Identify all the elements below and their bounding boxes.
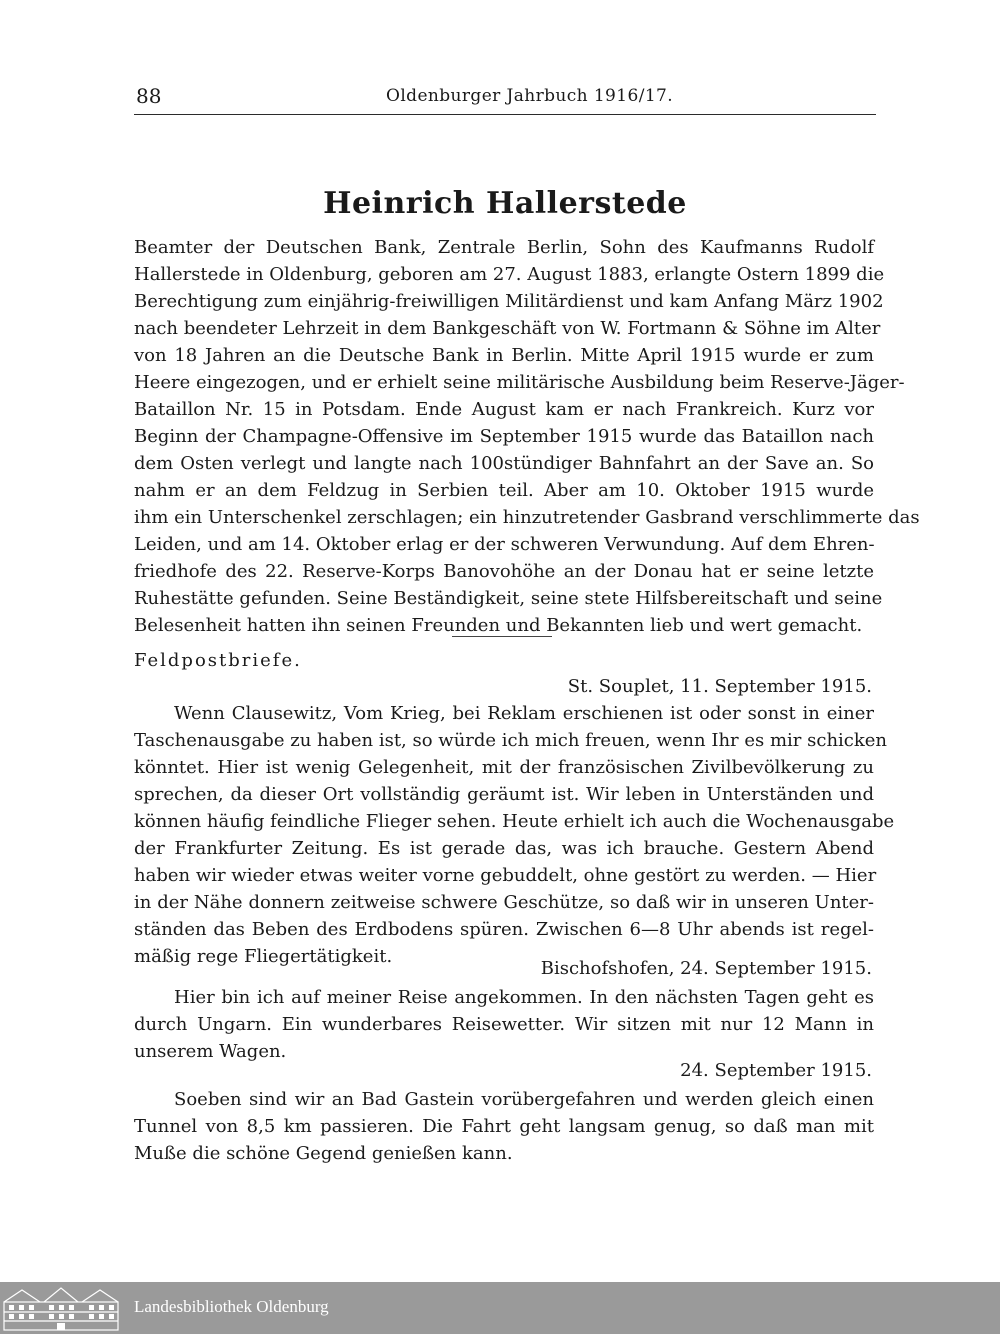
header-rule bbox=[134, 114, 876, 115]
footer-bar bbox=[0, 1282, 1000, 1334]
text-line: mäßig rege Fliegertätigkeit. bbox=[134, 946, 393, 967]
text-line: Berechtigung zum einjährig-freiwilligen Militärdienst und kam Anfang März 1902 bbox=[134, 291, 884, 312]
page-number: 88 bbox=[136, 84, 162, 108]
letter-dateline: 24. September 1915. bbox=[680, 1060, 872, 1081]
letter-dateline: Bischofshofen, 24. September 1915. bbox=[540, 958, 872, 979]
text-line: Taschenausgabe zu haben ist, so würde ich mich freuen, wenn Ihr es mir schicken bbox=[134, 730, 888, 751]
text-line: haben wir wieder etwas weiter vorne gebuddelt, ohne gestört zu werden. — Hier bbox=[134, 865, 877, 886]
text-line: ihm ein Unterschenkel zerschlagen; ein hinzutretender Gasbrand verschlimmerte das bbox=[134, 507, 920, 528]
text-line: Soeben sind wir an Bad Gastein vorübergefahren und werden gleich einen bbox=[174, 1089, 874, 1110]
text-line: unserem Wagen. bbox=[134, 1041, 287, 1062]
text-line: könntet. Hier ist wenig Gelegenheit, mit der französischen Zivilbevölkerung zu bbox=[134, 757, 874, 778]
text-line: Tunnel von 8,5 km passieren. Die Fahrt geht langsam genug, so daß man mit bbox=[134, 1116, 874, 1137]
library-building-icon bbox=[0, 1284, 122, 1332]
text-line: Beamter der Deutschen Bank, Zentrale Berlin, Sohn des Kaufmanns Rudolf bbox=[134, 237, 874, 258]
text-line: sprechen, da dieser Ort vollständig geräumt ist. Wir leben in Unterständen und bbox=[134, 784, 874, 805]
running-head bbox=[134, 84, 876, 112]
section-separator bbox=[452, 636, 552, 637]
section-heading: Feldpostbriefe. bbox=[134, 650, 302, 671]
text-line: Bataillon Nr. 15 in Potsdam. Ende August kam er nach Frankreich. Kurz vor bbox=[134, 399, 874, 420]
letter-body bbox=[134, 984, 874, 1065]
text-line: friedhofe des 22. Reserve-Korps Banovohöhe an der Donau hat er seine letzte bbox=[134, 561, 874, 582]
text-line: Ruhestätte gefunden. Seine Beständigkeit, seine stete Hilfsbereitschaft und seine bbox=[134, 588, 883, 609]
text-line: Hallerstede in Oldenburg, geboren am 27. August 1883, erlangte Ostern 1899 die bbox=[134, 264, 885, 285]
letter-body bbox=[134, 700, 895, 970]
text-line: ständen das Beben des Erdbodens spüren. Zwischen 6—8 Uhr abends ist regel- bbox=[134, 919, 874, 940]
article-title: Heinrich Hallerstede bbox=[323, 186, 687, 221]
text-line: Wenn Clausewitz, Vom Krieg, bei Reklam erschienen ist oder sonst in einer bbox=[174, 703, 874, 724]
text-line: können häufig feindliche Flieger sehen. Heute erhielt ich auch die Wochenausgabe bbox=[134, 811, 895, 832]
biography-paragraph bbox=[134, 234, 920, 639]
text-line: dem Osten verlegt und langte nach 100stündiger Bahnfahrt an der Save an. So bbox=[134, 453, 874, 474]
text-line: Heere eingezogen, und er erhielt seine militärische Ausbildung beim Reserve-Jäger- bbox=[134, 372, 905, 393]
letter-dateline: St. Souplet, 11. September 1915. bbox=[567, 676, 872, 697]
text-line: Beginn der Champagne-Offensive im September 1915 wurde das Bataillon nach bbox=[134, 426, 874, 447]
text-line: von 18 Jahren an die Deutsche Bank in Berlin. Mitte April 1915 wurde er zum bbox=[134, 345, 874, 366]
text-line: Leiden, und am 14. Oktober erlag er der schweren Verwundung. Auf dem Ehren- bbox=[134, 534, 875, 555]
text-line: der Frankfurter Zeitung. Es ist gerade das, was ich brauche. Gestern Abend bbox=[134, 838, 874, 859]
text-line: in der Nähe donnern zeitweise schwere Geschütze, so daß wir in unseren Unter- bbox=[134, 892, 874, 913]
text-line: durch Ungarn. Ein wunderbares Reisewetter. Wir sitzen mit nur 12 Mann in bbox=[134, 1014, 874, 1035]
library-name: Landesbibliothek Oldenburg bbox=[134, 1297, 329, 1316]
text-line: nahm er an dem Feldzug in Serbien teil. Aber am 10. Oktober 1915 wurde bbox=[134, 480, 874, 501]
text-line: Hier bin ich auf meiner Reise angekommen. In den nächsten Tagen geht es bbox=[174, 987, 874, 1008]
text-line: Belesenheit hatten ihn seinen Freunden und Bekannten lieb und wert gemacht. bbox=[134, 615, 863, 636]
text-line: nach beendeter Lehrzeit in dem Bankgeschäft von W. Fortmann & Söhne im Alter bbox=[134, 318, 881, 339]
journal-title: Oldenburger Jahrbuch 1916/17. bbox=[386, 86, 674, 106]
text-line: Muße die schöne Gegend genießen kann. bbox=[134, 1143, 513, 1164]
letter-body bbox=[134, 1086, 874, 1167]
